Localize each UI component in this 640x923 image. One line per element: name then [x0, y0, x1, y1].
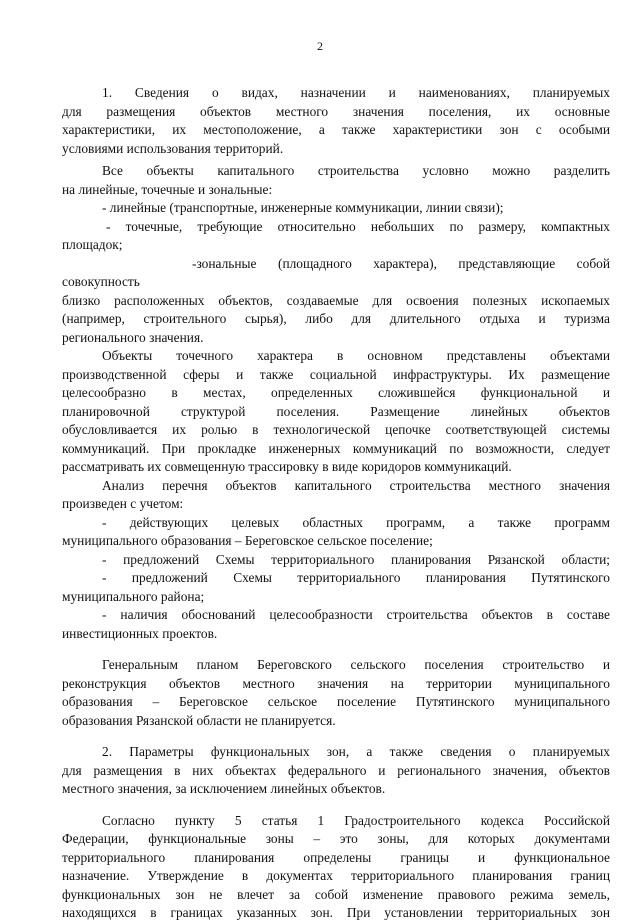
text-line: на линейные, точечные и зональные: — [62, 181, 273, 197]
text-line: рассматривать их совмещенную трассировку в виде коридоров коммуникаций. — [62, 459, 512, 474]
paragraph — [62, 162, 610, 199]
text-line: Генеральным планом Береговского сельского поселения строительство и — [102, 657, 610, 672]
text-line: образования Рязанской области не планируется. — [62, 712, 336, 728]
list-item — [62, 514, 610, 551]
paragraph — [62, 199, 610, 218]
text-line: - предложений Схемы территориального планирования Рязанской области; — [102, 551, 610, 567]
text-line: инвестиционных проектов. — [62, 625, 218, 641]
text-line: планировочной структурой поселения. Размещение линейных объектов — [62, 403, 610, 419]
text-line: Объекты точечного характера в основном представлены объектами — [102, 348, 610, 363]
text-line: образования – Береговское сельское поселение Путятинского муниципального — [62, 694, 610, 709]
text-line: муниципального образования – Береговское сельское поселение; — [62, 533, 433, 548]
text-line: -зональные (площадного характера), представляющие собой совокупность — [62, 255, 610, 289]
text-line: целесообразно в местах, определенных сложившейся функциональной и — [62, 385, 610, 400]
text-line: 2. Параметры функциональных зон, а также сведения о планируемых — [102, 744, 610, 759]
text-line: для размещения в них объектах федерального и регионального значения, объектов — [62, 762, 610, 778]
paragraph — [62, 656, 610, 730]
paragraph — [62, 218, 610, 255]
list-item — [62, 569, 610, 606]
text-line: коммуникаций. При прокладке инженерных коммуникаций по возможности, следует — [62, 440, 610, 456]
text-line: - линейные (транспортные, инженерные коммуникации, линии связи); — [102, 200, 504, 215]
text-line: площадок; — [62, 237, 123, 252]
text-line: назначение. Утверждение в документах территориального планирования границ — [62, 868, 610, 883]
list-item — [62, 551, 610, 570]
text-line: 1. Сведения о видах, назначении и наименованиях, планируемых — [102, 85, 610, 100]
text-line: находящихся в границах указанных зон. При установлении территориальных зон — [62, 905, 610, 920]
text-line: функциональных зон не влечет за собой изменение правового режима земель, — [62, 886, 610, 902]
text-line: - предложений Схемы территориального планирования Путятинского — [102, 570, 610, 585]
text-line: территориального планирования определены границы и функциональное — [62, 849, 610, 865]
paragraph — [62, 812, 610, 923]
text-line: - точечные, требующие относительно небольших по размеру, компактных — [106, 218, 610, 234]
paragraph — [62, 347, 610, 477]
text-line: для размещения объектов местного значения поселения, их основные — [62, 103, 610, 119]
text-line: производственной сферы и также социальной инфраструктуры. Их размещение — [62, 366, 610, 382]
section-2-heading — [62, 743, 610, 799]
list-item — [62, 606, 610, 643]
text-line: Согласно пункту 5 статья 1 Градостроительного кодекса Российской — [102, 812, 610, 828]
text-line: реконструкция объектов местного значения на территории муниципального — [62, 675, 610, 691]
text-line: Анализ перечня объектов капитального строительства местного значения — [102, 477, 610, 493]
text-line: характеристики, их местоположение, а также характеристики зон с особыми — [62, 122, 610, 137]
text-line: условиями использования территорий. — [62, 140, 284, 156]
text-line: произведен с учетом: — [62, 496, 184, 511]
document-body — [62, 84, 610, 923]
section-1-heading — [62, 84, 610, 158]
paragraph — [62, 477, 610, 514]
paragraph — [62, 255, 610, 348]
page-number: 2 — [317, 39, 323, 53]
text-line: обусловливается их ролью в технологической цепочке соответствующей системы — [62, 422, 610, 437]
text-line: Все объекты капитального строительства условно можно разделить — [102, 163, 610, 178]
text-line: - наличия обоснований целесообразности строительства объектов в составе — [102, 607, 610, 622]
text-line: регионального значения. — [62, 329, 204, 345]
text-line: (например, строительного сырья), либо для длительного отдыха и туризма — [62, 311, 610, 326]
text-line: муниципального района; — [62, 588, 205, 604]
text-line: Федерации, функциональные зоны – это зоны, для которых документами — [62, 831, 610, 846]
text-line: близко расположенных объектов, создаваемые для освоения полезных ископаемых — [62, 292, 610, 308]
text-line: местного значения, за исключением линейных объектов. — [62, 781, 386, 796]
text-line: - действующих целевых областных программ, а также программ — [102, 514, 610, 530]
